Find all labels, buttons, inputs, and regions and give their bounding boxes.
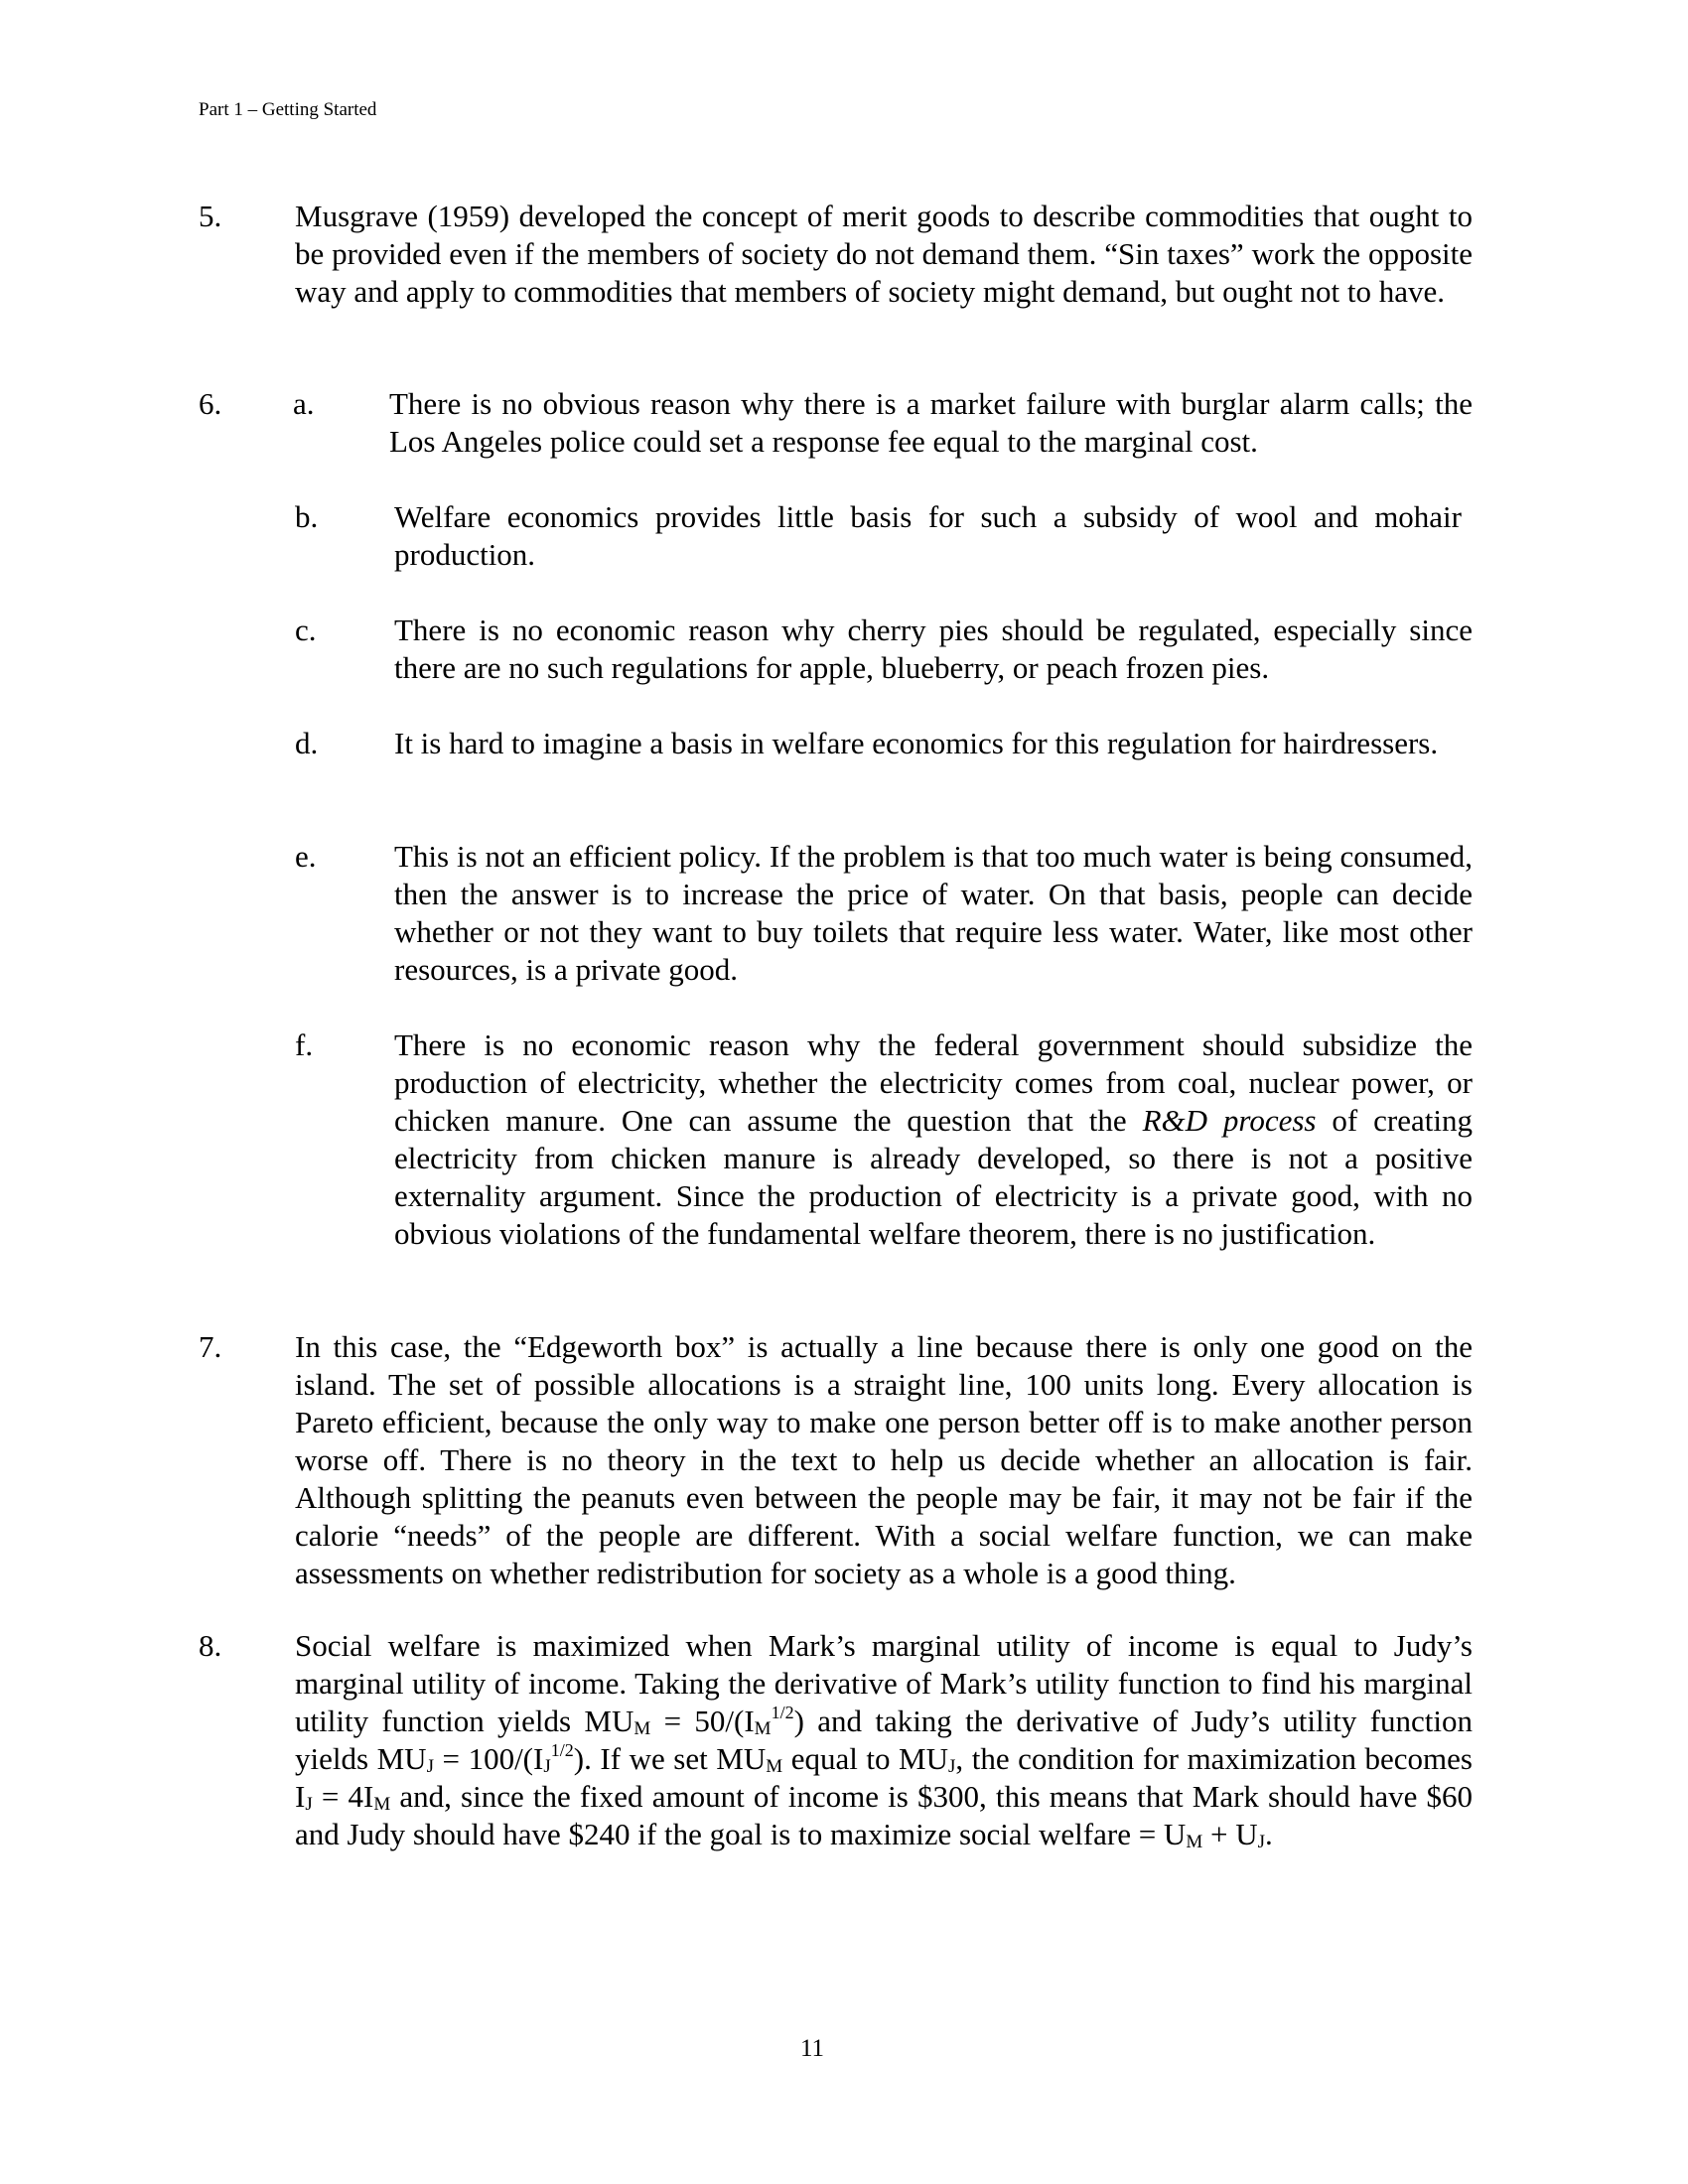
sub-letter-e: e. [295,839,317,874]
answer-6f-text-2: of creating electricity from chicken manure is already developed, so there is not a positive externality argument. Since the production of electricity is a private good, with no obvious violations of the fundamental welfare theorem, there is no justification. [394,1103,1473,1251]
subscript: J [426,1756,434,1777]
subscript: J [305,1794,313,1815]
answer-8-text: and, since the fixed amount of income is $300, this means that Mark should have $60 and Judy should have $240 if the goal is to maximize social welfare = U [295,1779,1474,1851]
subscript: M [754,1718,772,1739]
running-header: Part 1 – Getting Started [199,99,377,120]
answer-8-text: equal to MU [782,1741,949,1776]
answer-7: In this case, the “Edgeworth box” is actually a line because there is only one good on the island. The set of possible allocations is a straight line, 100 units long. Every allocation is Pareto efficient, because the only way to make one person better off is to make another person worse off. There is no theory in the text to help us decide whether an allocation is fair. Although splitting the peanuts even between the people may be fair, it may not be fair if the calorie “needs” of the people are different. With a social welfare function, we can make assessments on whether redistribution for society as a whole is a good thing. [295,1329,1473,1590]
page-number: 11 [799,2035,825,2062]
subscript: M [633,1718,651,1739]
item-number-8: 8. [199,1628,222,1663]
answer-6e: This is not an efficient policy. If the problem is that too much water is being consumed, then the answer is to increase the price of water. On that basis, people can decide whether or not they want to buy toilets that require less water. Water, like most other resources, is a private good. [394,839,1473,987]
answer-6f-text-1: There is no economic reason why the federal government should subsidize the production of electricity, whether the electricity comes from coal, nuclear power, or chicken manure. One can assume the question that the [394,1027,1473,1138]
item-number-7: 7. [199,1329,222,1364]
sub-letter-a: a. [293,386,315,421]
sub-letter-d: d. [295,726,319,760]
superscript: 1/2 [771,1703,794,1722]
sub-letter-c: c. [295,613,317,647]
answer-5: Musgrave (1959) developed the concept of merit goods to describe commodities that ought to be provided even if the members of society do not demand them. “Sin taxes” work the opposite way and apply to commodities that members of society might demand, but ought not to have. [295,199,1473,309]
answer-8-text: . [1265,1817,1273,1851]
item-number-6: 6. [199,386,222,421]
answer-8 [295,1627,1473,1853]
answer-6b: Welfare economics provides little basis for such a subsidy of wool and mohair production. [394,499,1462,572]
answer-8-text: , the condition for maximization becomes I [295,1741,1473,1814]
answer-8-text: ) and taking the derivative of Judy’s utility function yields MU [295,1704,1474,1776]
superscript: 1/2 [550,1740,574,1760]
answer-8-text: = 4I [312,1779,374,1814]
answer-8-text: ). If we set MU [573,1741,767,1776]
subscript: J [1257,1832,1266,1852]
item-number-5: 5. [199,199,222,233]
answer-8-text: + U [1202,1817,1258,1851]
answer-6d: It is hard to imagine a basis in welfare economics for this regulation for hairdressers. [394,726,1439,760]
subscript: J [948,1756,956,1777]
answer-6f-italic: R&D process [1142,1103,1317,1138]
subscript: J [543,1756,551,1777]
subscript: M [766,1756,783,1777]
sub-letter-b: b. [295,499,319,534]
subscript: M [373,1794,391,1815]
answer-8-text: = 50/(I [650,1704,755,1738]
answer-8-text: Social welfare is maximized when Mark’s marginal utility of income is equal to Judy’s marginal utility of income. Taking the derivative of Mark’s utility function to find his marginal utility function yields MU [295,1628,1473,1738]
answer-8-text: = 100/(I [433,1741,544,1776]
subscript: M [1186,1832,1203,1852]
answer-6c: There is no economic reason why cherry pies should be regulated, especially since there are no such regulations for apple, blueberry, or peach frozen pies. [394,613,1473,685]
answer-6f [394,1026,1473,1253]
answer-6a: There is no obvious reason why there is a market failure with burglar alarm calls; the Los Angeles police could set a response fee equal to the marginal cost. [389,386,1473,459]
sub-letter-f: f. [295,1027,314,1062]
